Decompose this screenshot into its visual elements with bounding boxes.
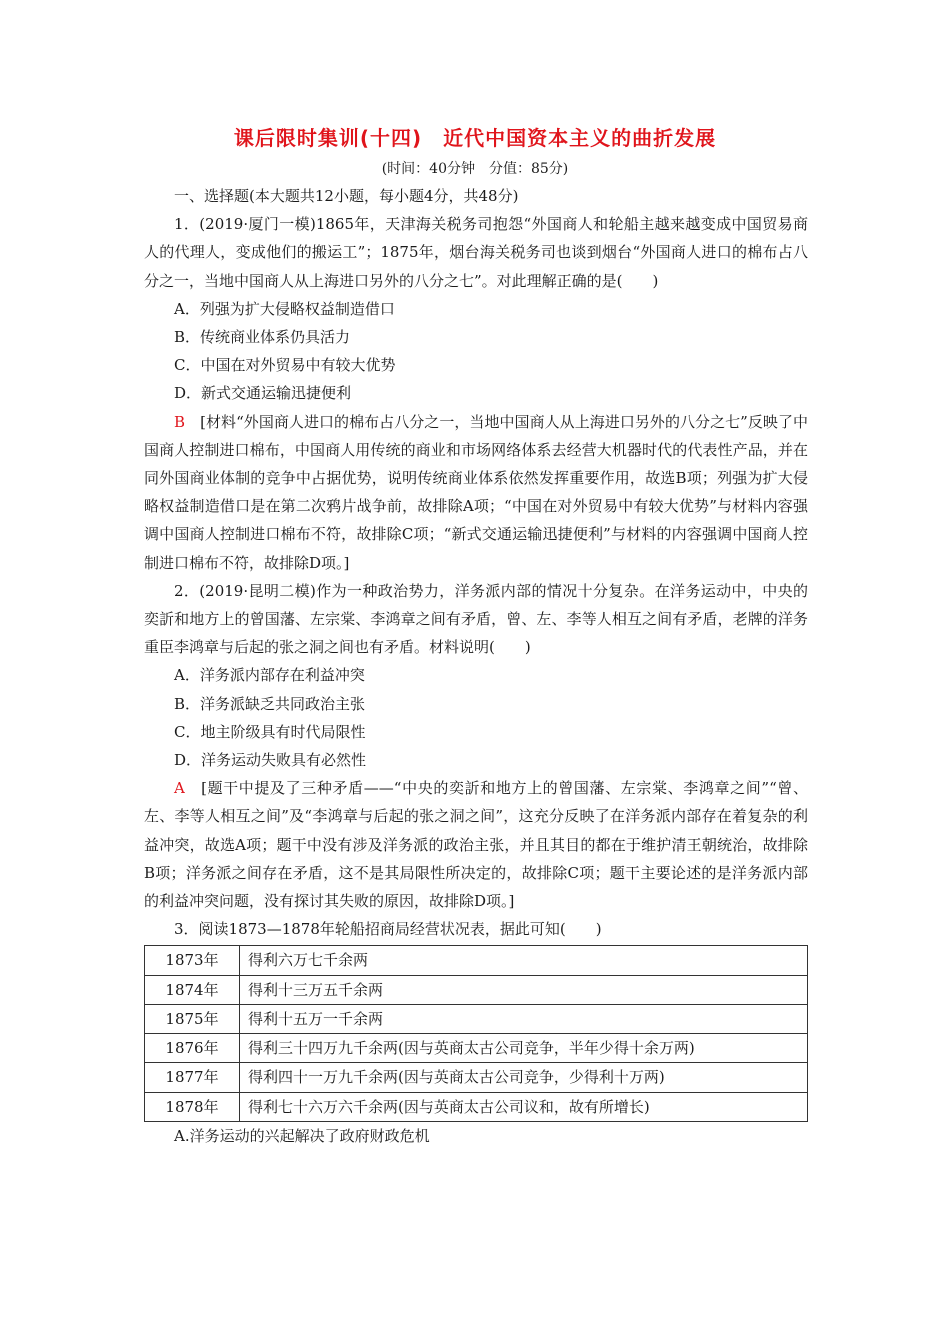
question-2-answer	[144, 774, 808, 915]
table-cell-year: 1874年	[145, 975, 240, 1004]
page-subtitle: (时间：40分钟 分值：85分)	[381, 161, 569, 177]
table-cell-result: 得利七十六万六千余两(因与英商太古公司议和，故有所增长)	[240, 1092, 808, 1121]
table-cell-result: 得利三十四万九千余两(因与英商太古公司竞争，半年少得十余万两)	[240, 1034, 808, 1063]
question-3-option-a: A.洋务运动的兴起解决了政府财政危机	[174, 1126, 430, 1145]
table-cell-year: 1873年	[145, 946, 240, 975]
shipping-company-table	[144, 945, 808, 1121]
table-row	[145, 1004, 808, 1033]
question-2-stem: 2．(2019·昆明二模)作为一种政治势力，洋务派内部的情况十分复杂。在洋务运动中，中央的奕訢和地方上的曾国藩、左宗棠、李鸿章之间有矛盾，曾、左、李等人相互之间有矛盾，老牌的洋务重臣李鸿章与后起的张之洞之间也有矛盾。材料说明( )	[144, 581, 808, 657]
question-1-analysis: [材料“外国商人进口的棉布占八分之一，当地中国商人从上海进口另外的八分之七”反映了中国商人控制进口棉布，中国商人用传统的商业和市场网络体系去经营大机器时代的代表性产品，并在同外国商业体制的竞争中占据优势，说明传统商业体系依然发挥重要作用，故选B项；列强为扩大侵略权益制造借口是在第二次鸦片战争前，故排除A项；“中国在对外贸易中有较大优势”与材料内容强调中国商人控制进口棉布不符，故排除C项；“新式交通运输迅捷便利”与材料的内容强调中国商人控制进口棉布不符，故排除D项。]	[144, 412, 808, 572]
table-cell-year: 1875年	[145, 1004, 240, 1033]
question-1-option-b: B．传统商业体系仍具活力	[174, 328, 351, 347]
question-2-option-c: C．地主阶级具有时代局限性	[174, 722, 366, 741]
question-1-option-c: C．中国在对外贸易中有较大优势	[174, 356, 396, 375]
question-2-analysis: [题干中提及了三种矛盾——“中央的奕訢和地方上的曾国藩、左宗棠、李鸿章之间”“曾、左、李等人相互之间”及“李鸿章与后起的张之洞之间”，这充分反映了在洋务派内部存在着复杂的利益冲突，故选A项；题干中没有涉及洋务派的政治主张，并且其目的都在于维护清王朝统治，故排除B项；洋务派之间存在矛盾，这不是其局限性所决定的，故排除C项；题干主要论述的是洋务派内部的利益冲突问题，没有探讨其失败的原因，故排除D项。]	[144, 779, 808, 911]
table-cell-year: 1876年	[145, 1034, 240, 1063]
question-1-answer	[144, 408, 808, 577]
question-2-option-b: B．洋务派缺乏共同政治主张	[174, 694, 366, 713]
table-row	[145, 946, 808, 975]
question-2-option-d: D．洋务运动失败具有必然性	[174, 751, 367, 770]
page-title: 课后限时集训(十四) 近代中国资本主义的曲折发展	[233, 126, 717, 150]
table-cell-result: 得利十五万一千余两	[240, 1004, 808, 1033]
table-row	[145, 1092, 808, 1121]
question-1-option-a: A．列强为扩大侵略权益制造借口	[174, 299, 395, 318]
document-content	[144, 182, 808, 1150]
table-row	[145, 975, 808, 1004]
question-1-answer-letter: B	[174, 412, 186, 431]
table-cell-year: 1878年	[145, 1092, 240, 1121]
table-row	[145, 1034, 808, 1063]
table-row	[145, 1063, 808, 1092]
question-1-stem: 1．(2019·厦门一模)1865年，天津海关税务司抱怨“外国商人和轮船主越来越变成中国贸易商人的代理人，变成他们的搬运工”；1875年，烟台海关税务司也谈到烟台“外国商人进口的棉布占八分之一，当地中国商人从上海进口另外的八分之七”。对此理解正确的是( )	[144, 215, 808, 290]
section-heading: 一、选择题(本大题共12小题，每小题4分，共48分)	[174, 187, 519, 205]
table-cell-result: 得利四十一万九千余两(因与英商太古公司竞争，少得利十万两)	[240, 1063, 808, 1092]
question-2-option-a: A．洋务派内部存在利益冲突	[174, 666, 365, 685]
table-cell-result: 得利六万七千余两	[240, 946, 808, 975]
question-3-stem: 3．阅读1873—1878年轮船招商局经营状况表，据此可知( )	[174, 920, 602, 939]
question-1-option-d: D．新式交通运输迅捷便利	[174, 384, 352, 403]
table-cell-result: 得利十三万五千余两	[240, 975, 808, 1004]
table-cell-year: 1877年	[145, 1063, 240, 1092]
question-2-answer-letter: A	[174, 779, 185, 798]
